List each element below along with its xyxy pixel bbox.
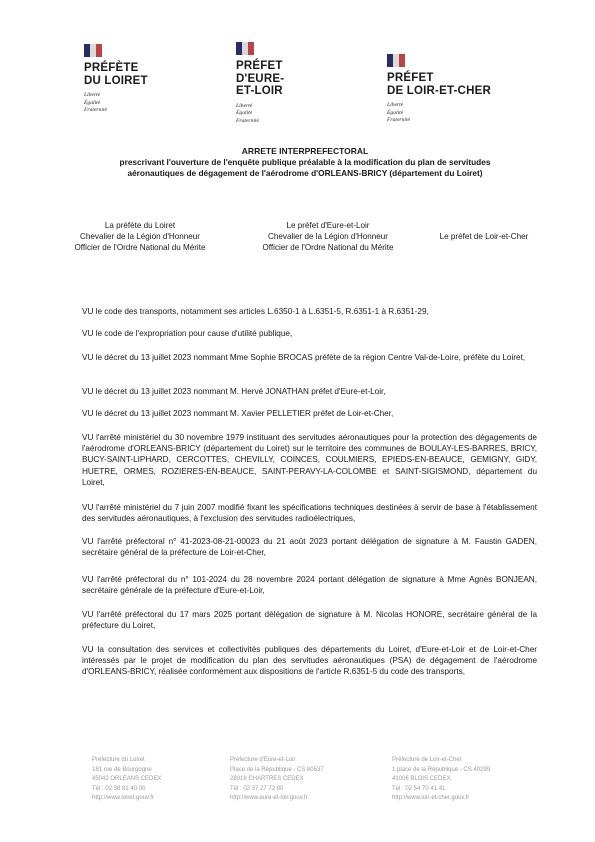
consideration-paragraph: VU l'arrêté ministériel du 7 juin 2007 modifié fixant les spécifications techniques destinées à servir de base à l'établissement des servitudes aéronautiques, à l'exclusion des servitudes radioélectriques, [82,503,537,524]
consideration-paragraph: VU l'arrêté ministériel du 30 novembre 1979 instituant des servitudes aéronautiques pour la protection des dégagements de l'aérodrome d'ORLEANS-BRICY (département du Loiret) sur le territoire des communes de BOULAY-LES-BARRES, BRICY, BUCY-SAINT-LIPHARD, CERCOTTES, CHEVILLY, COINCES, COULMIERS, EPIEDS-EN-BEAUCE, GEMIGNY, GIDY, HUETRE, ORMES, ROZIERES-EN-BEAUCE, SAINT-PERAVY-LA-COLOMBE et SAINT-SIGISMOND, département du Loiret, [82,433,537,487]
logo-name-line: DE LOIR-ET-CHER [387,84,491,97]
logo-prefecture-loir-et-cher [387,54,491,125]
motto-line: Liberté [387,102,404,108]
logo-name-line: DU LOIRET [84,74,148,87]
footer-line: Place de la République - CS 80537 [230,766,324,773]
motto-line: Liberté [84,92,101,98]
marianne-flag-icon [84,44,102,57]
consideration-paragraph: VU l'arrêté préfectoral n° 41-2023-08-21-00023 du 21 août 2023 portant délégation de signature à M. Faustin GADEN, secrétaire général de la préfecture de Loir-et-Cher, [82,537,537,558]
marianne-flag-icon [236,42,254,55]
logo-motto [236,103,284,126]
logo-name-line: PRÉFÈTE [84,62,139,74]
authority-line: Officier de l'Ordre National du Mérite [262,243,394,252]
footer-line: 41006 BLOIS CEDEX [392,776,451,782]
document-title: ARRETE INTERPREFECTORAL [241,146,369,156]
motto-line: Égalité [236,110,253,116]
footer-line: Préfecture d'Eure-et-Loir [230,757,296,763]
logo-prefecture-eure-et-loir [236,42,284,125]
document-subtitle-line: prescrivant l'ouverture de l'enquête publique préalable à la modification du plan de servitudes [119,157,491,167]
consideration-paragraph: VU le décret du 13 juillet 2023 nommant M. Xavier PELLETIER préfet de Loir-et-Cher, [82,409,394,418]
authority-line: Le préfet de Loir-et-Cher [439,232,529,241]
motto-line: Liberté [236,102,253,109]
motto-line: Égalité [84,99,101,106]
logo-prefecture-loiret [84,44,148,115]
footer-line: Tél : 02 54 70 41 41 [392,785,446,792]
marianne-flag-icon [387,54,405,67]
footer-line: http://www.loiret.gouv.fr [92,795,154,801]
footer-line: Préfecture du Loiret [92,757,145,763]
footer-line: 45042 ORLEANS CEDEX [92,776,162,782]
footer-line: 28019 CHARTRES CEDEX [230,776,304,782]
authority-line: Chevalier de la Légion d'Honneur [268,232,388,241]
authority-line: Chevalier de la Légion d'Honneur [80,232,200,241]
authority-loiret [52,220,228,253]
authority-eure-et-loir [240,220,416,253]
logo-motto [387,102,491,125]
logo-motto [84,92,148,115]
authority-line: Le préfet d'Eure-et-Loir [286,221,370,230]
footer-line: 1 place de la République - CS 40299 [392,766,491,773]
footer-line: http://www.eure-et-loir.gouv.fr [230,795,308,801]
footer-line: Tél : 02 38 81 40 00 [92,785,146,792]
consideration-paragraph: VU l'arrêté préfectoral du 17 mars 2025 portant délégation de signature à M. Nicolas HONORE, secrétaire général de la préfecture du Loiret, [82,610,537,631]
footer-line: Tél : 02 37 27 72 00 [230,785,284,792]
motto-line: Fraternité [387,117,410,123]
consideration-paragraph: VU l'arrêté préfectoral du n° 101-2024 du 28 novembre 2024 portant délégation de signature à Mme Agnès BONJEAN, secrétaire générale de la préfecture d'Eure-et-Loir, [82,575,537,596]
authority-loir-et-cher [420,231,548,242]
footer-line: http://www.loir-et-cher.gouv.fr [392,795,470,801]
consideration-paragraph: VU le décret du 13 juillet 2023 nommant M. Hervé JONATHAN préfet d'Eure-et-Loir, [82,387,386,396]
footer-line: Préfecture de Loir-et-Cher [392,757,462,763]
motto-line: Fraternité [84,107,107,113]
logo-name-line: D'EURE- [236,72,285,85]
authority-line: Officier de l'Ordre National du Mérite [74,243,206,252]
consideration-paragraph: VU la consultation des services et collectivités publiques des départements du Loiret, d'Eure-et-Loir et de Loir-et-Cher intéressés par le projet de modification du plan des servitudes aéronautiques (PSA) de dégagement de l'aérodrome d'ORLEANS-BRICY, réalisée conformément aux dispositions de l'article R.6351-5 du code des transports, [82,645,537,677]
footer-address-loiret [92,756,161,804]
motto-line: Fraternité [236,117,259,124]
footer-address-eure-et-loir [230,756,324,804]
motto-line: Égalité [387,109,404,116]
document-heading [60,146,550,178]
consideration-paragraph: VU le code des transports, notamment ses articles L.6350-1 à L.6351-5, R.6351-1 à R.6351-29, [82,307,429,316]
document-subtitle-line: aéronautiques de dégagement de l'aérodrome d'ORLEANS-BRICY (département du Loiret) [127,167,483,178]
logo-name-line: PRÉFET [236,60,283,72]
consideration-paragraph: VU le code de l'expropriation pour cause d'utilité publique, [82,329,293,338]
authority-line: La préfète du Loiret [104,221,176,230]
logo-name-line: PRÉFET [387,72,434,84]
consideration-paragraph: VU le décret du 13 juillet 2023 nommant Mme Sophie BROCAS préfète de la région Centre Val-de-Loire, préfète du Loiret, [82,353,526,362]
logo-name-line: ET-LOIR [236,85,283,97]
footer-address-loir-et-cher [392,756,490,804]
footer-line: 181 rue de Bourgogne [92,766,152,773]
